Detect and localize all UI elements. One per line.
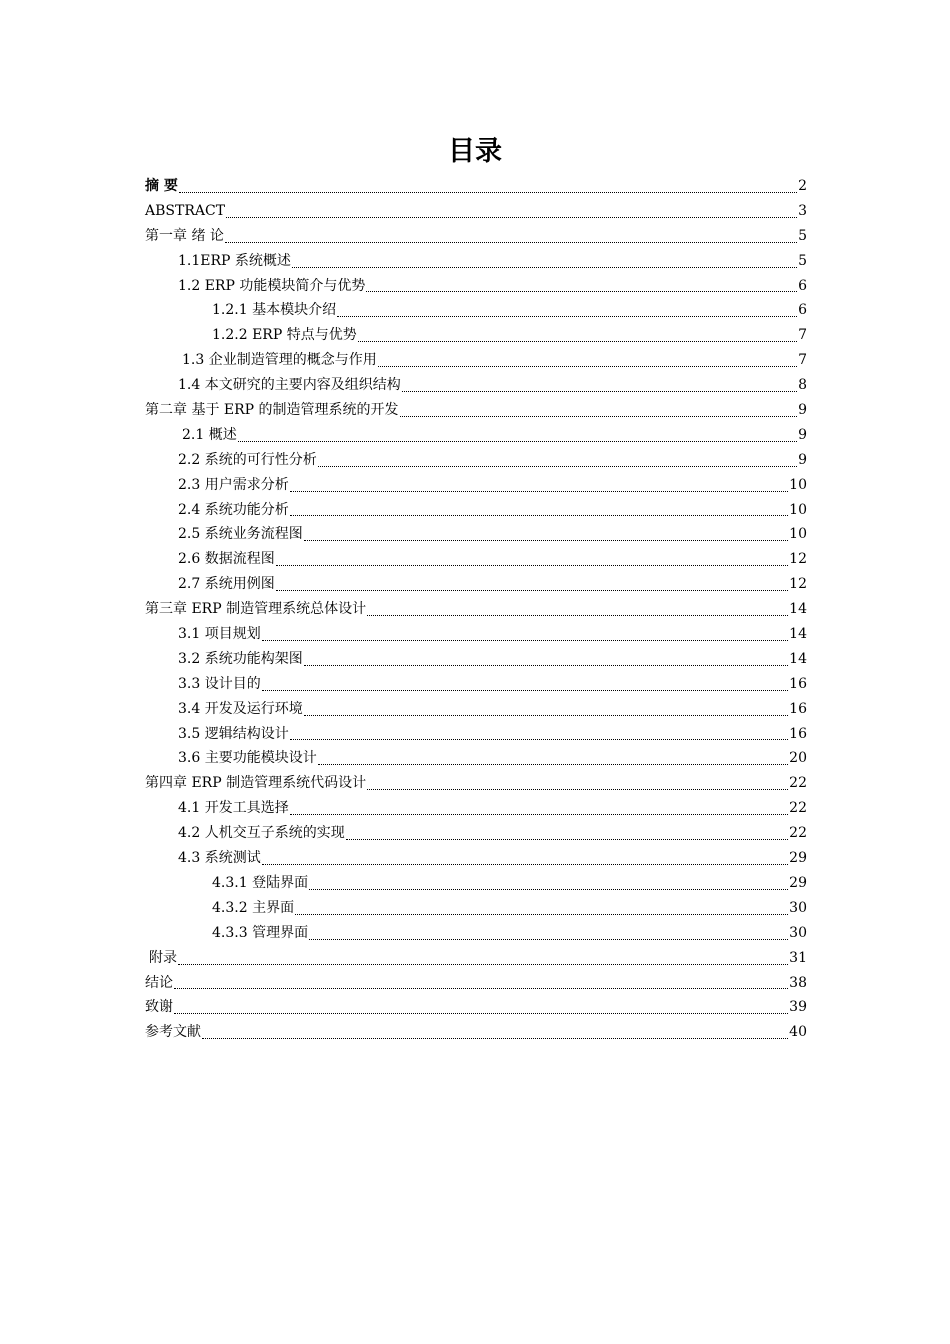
toc-entry-title: 1.3 企业制造管理的概念与作用: [182, 352, 377, 369]
toc-entry-title: 3.6 主要功能模块设计: [178, 750, 317, 767]
toc-entry[interactable]: [145, 323, 807, 348]
dot-leader: [292, 249, 797, 274]
toc-entry-title: 第三章 ERP 制造管理系统总体设计: [145, 601, 367, 618]
dot-leader: [276, 572, 788, 597]
toc-entry-page-number: 3: [798, 202, 807, 219]
toc-entry-title: 1.1ERP 系统概述: [178, 252, 291, 269]
dot-leader: [262, 846, 788, 871]
dot-leader: [295, 896, 788, 921]
toc-entry-title: 结论: [145, 974, 173, 991]
toc-entry-title: 3.3 设计目的: [178, 675, 261, 692]
toc-entry[interactable]: [145, 896, 807, 921]
toc-entry-page-number: 40: [789, 1024, 807, 1041]
dot-leader: [226, 199, 797, 224]
dot-leader: [304, 697, 788, 722]
dot-leader: [290, 473, 788, 498]
toc-entry-title: 1.2 ERP 功能模块简介与优势: [178, 277, 366, 294]
toc-entry-page-number: 9: [798, 426, 807, 443]
toc-entry-page-number: 10: [789, 526, 807, 543]
toc-entry[interactable]: [145, 647, 807, 672]
toc-entry[interactable]: [145, 697, 807, 722]
toc-entry[interactable]: [145, 622, 807, 647]
toc-entry-page-number: 22: [789, 800, 807, 817]
dot-leader: [304, 647, 788, 672]
toc-entry-page-number: 29: [789, 874, 807, 891]
toc-entry[interactable]: [145, 871, 807, 896]
dot-leader: [400, 398, 798, 423]
dot-leader: [367, 771, 788, 796]
toc-entry[interactable]: [145, 971, 807, 996]
toc-entry[interactable]: [145, 796, 807, 821]
dot-leader: [309, 921, 788, 946]
toc-entry-title: 4.3 系统测试: [178, 850, 261, 867]
toc-entry-page-number: 30: [789, 924, 807, 941]
toc-entry-page-number: 12: [789, 551, 807, 568]
toc-entry[interactable]: [145, 249, 807, 274]
dot-leader: [174, 971, 788, 996]
toc-entry-title: 第四章 ERP 制造管理系统代码设计: [145, 775, 367, 792]
toc-entry-page-number: 30: [789, 899, 807, 916]
dot-leader: [318, 448, 797, 473]
toc-entry[interactable]: [145, 448, 807, 473]
dot-leader: [262, 622, 788, 647]
dot-leader: [402, 373, 797, 398]
toc-entry[interactable]: [145, 174, 807, 199]
toc-entry-page-number: 5: [798, 252, 807, 269]
dot-leader: [337, 298, 797, 323]
toc-entry[interactable]: [145, 274, 807, 299]
toc-entry[interactable]: [145, 722, 807, 747]
toc-entry-title: 4.2 人机交互子系统的实现: [178, 825, 345, 842]
toc-entry-page-number: 14: [789, 626, 807, 643]
toc-entry-title: 1.2.1 基本模块介绍: [212, 302, 337, 319]
toc-entry-title: 2.5 系统业务流程图: [178, 526, 303, 543]
dot-leader: [290, 498, 788, 523]
toc-entry-title: 致谢: [145, 999, 173, 1016]
toc-entry-page-number: 8: [798, 377, 807, 394]
toc-entry-page-number: 7: [798, 352, 807, 369]
dot-leader: [367, 597, 788, 622]
toc-entry-page-number: 2: [798, 178, 807, 194]
toc-entry-title: 2.6 数据流程图: [178, 551, 275, 568]
toc-entry-title: 3.2 系统功能构架图: [178, 650, 303, 667]
toc-entry-page-number: 10: [789, 476, 807, 493]
toc-entry-title: 2.1 概述: [182, 426, 237, 443]
toc-entry[interactable]: [145, 199, 807, 224]
toc-entry-page-number: 9: [798, 402, 807, 419]
toc-entry[interactable]: [145, 522, 807, 547]
toc-entry-title: 摘 要: [145, 178, 178, 194]
toc-entry[interactable]: [145, 821, 807, 846]
dot-leader: [179, 174, 797, 199]
dot-leader: [238, 423, 797, 448]
toc-entry[interactable]: [145, 298, 807, 323]
toc-entry[interactable]: [145, 473, 807, 498]
toc-entry[interactable]: [145, 572, 807, 597]
toc-entry-title: 4.3.3 管理界面: [212, 924, 309, 941]
toc-entry-page-number: 14: [789, 650, 807, 667]
toc-entry-page-number: 29: [789, 850, 807, 867]
toc-entry-title: 4.3.1 登陆界面: [212, 874, 309, 891]
toc-entry-page-number: 6: [798, 277, 807, 294]
toc-entry[interactable]: [145, 746, 807, 771]
toc-entry-title: 4.1 开发工具选择: [178, 800, 289, 817]
toc-entry-page-number: 14: [789, 601, 807, 618]
toc-entry-page-number: 31: [789, 949, 807, 966]
toc-entry[interactable]: [145, 423, 807, 448]
toc-entry-page-number: 38: [789, 974, 807, 991]
toc-entry-page-number: 22: [789, 775, 807, 792]
toc-entry-title: 2.7 系统用例图: [178, 576, 275, 593]
toc-entry[interactable]: [145, 921, 807, 946]
toc-entry[interactable]: [145, 373, 807, 398]
dot-leader: [309, 871, 788, 896]
toc-entry-title: 1.2.2 ERP 特点与优势: [212, 327, 357, 344]
toc-entry[interactable]: [145, 672, 807, 697]
dot-leader: [304, 522, 788, 547]
dot-leader: [276, 547, 788, 572]
toc-entry[interactable]: [145, 498, 807, 523]
toc-entry-title: 参考文献: [145, 1024, 201, 1041]
toc-entry[interactable]: [145, 771, 807, 796]
toc-entry-page-number: 16: [789, 700, 807, 717]
dot-leader: [366, 274, 797, 299]
dot-leader: [378, 348, 797, 373]
dot-leader: [178, 946, 788, 971]
dot-leader: [358, 323, 797, 348]
toc-entry-title: 3.1 项目规划: [178, 626, 261, 643]
table-of-contents: [145, 174, 807, 1045]
toc-entry-page-number: 39: [789, 999, 807, 1016]
toc-entry[interactable]: [145, 946, 807, 971]
toc-entry-page-number: 16: [789, 675, 807, 692]
toc-entry-page-number: 6: [798, 302, 807, 319]
toc-entry-title: 4.3.2 主界面: [212, 899, 295, 916]
toc-entry-title: 2.4 系统功能分析: [178, 501, 289, 518]
toc-entry-title: 第二章 基于 ERP 的制造管理系统的开发: [145, 402, 399, 419]
toc-entry-title: 2.3 用户需求分析: [178, 476, 289, 493]
toc-entry-title: 2.2 系统的可行性分析: [178, 451, 317, 468]
toc-entry[interactable]: [145, 995, 807, 1020]
toc-entry-page-number: 10: [789, 501, 807, 518]
toc-entry-page-number: 16: [789, 725, 807, 742]
dot-leader: [174, 995, 788, 1020]
toc-entry[interactable]: [145, 846, 807, 871]
dot-leader: [318, 746, 788, 771]
toc-entry-title: 1.4 本文研究的主要内容及组织结构: [178, 377, 401, 394]
toc-entry-page-number: 5: [798, 227, 807, 244]
dot-leader: [262, 672, 788, 697]
dot-leader: [290, 722, 788, 747]
toc-entry-title: 3.5 逻辑结构设计: [178, 725, 289, 742]
toc-entry-page-number: 20: [789, 750, 807, 767]
toc-entry-title: 3.4 开发及运行环境: [178, 700, 303, 717]
dot-leader: [346, 821, 788, 846]
dot-leader: [225, 224, 797, 249]
toc-entry-title: 附录: [149, 949, 177, 966]
dot-leader: [202, 1020, 788, 1045]
toc-entry[interactable]: [145, 597, 807, 622]
toc-entry[interactable]: [145, 224, 807, 249]
toc-entry-page-number: 22: [789, 825, 807, 842]
toc-entry-page-number: 7: [798, 327, 807, 344]
toc-entry-page-number: 9: [798, 451, 807, 468]
toc-entry[interactable]: [145, 348, 807, 373]
toc-entry[interactable]: [145, 398, 807, 423]
page-title: 目录: [448, 136, 502, 167]
toc-entry-title: 第一章 绪 论: [145, 227, 224, 244]
dot-leader: [290, 796, 788, 821]
toc-entry[interactable]: [145, 547, 807, 572]
toc-entry-page-number: 12: [789, 576, 807, 593]
toc-entry[interactable]: [145, 1020, 807, 1045]
toc-entry-title: ABSTRACT: [145, 202, 226, 219]
